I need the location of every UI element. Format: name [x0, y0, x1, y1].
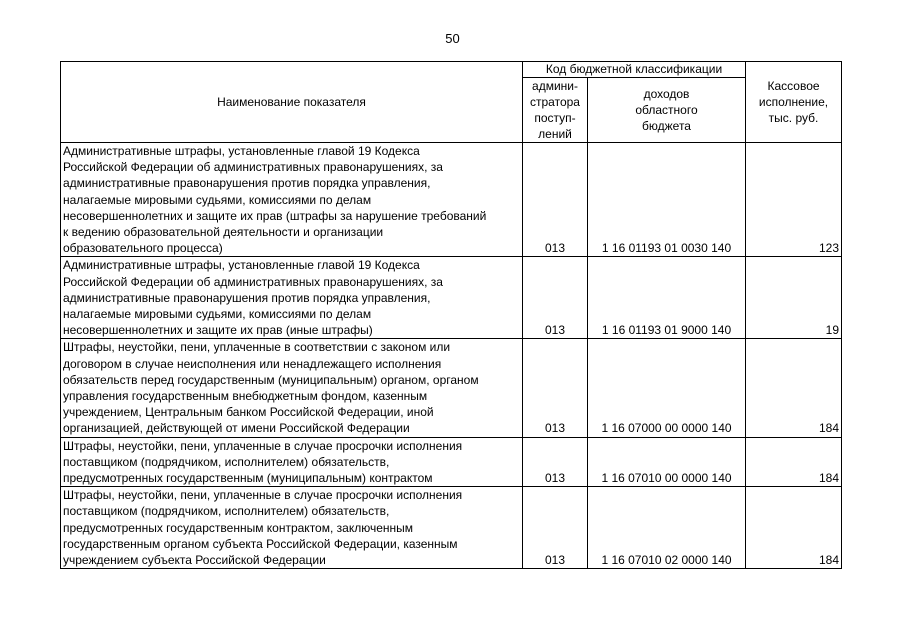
header-income-code	[588, 78, 746, 143]
indicator-name-line: организацией, действующей от имени Российской Федерации	[63, 421, 410, 436]
header-income-line: бюджета	[642, 119, 691, 133]
indicator-name-line: учреждением, Центральным банком Российской Федерации, иной	[63, 405, 434, 420]
administrator-code-cell: 013	[523, 143, 588, 257]
indicator-name-cell	[61, 487, 523, 569]
table-row	[61, 339, 842, 437]
indicator-name-line: поставщиком (подрядчиком, исполнителем) обязательств,	[63, 504, 390, 519]
header-budget-classification-code: Код бюджетной классификации	[523, 62, 746, 78]
header-administrator-line: поступ-	[534, 111, 576, 125]
cash-execution-cell: 19	[746, 257, 842, 339]
indicator-name-line: поставщиком (подрядчиком, исполнителем) обязательств,	[63, 454, 390, 469]
income-code-cell: 1 16 07000 00 0000 140	[588, 339, 746, 437]
indicator-name-cell	[61, 143, 523, 257]
indicator-name-line: Штрафы, неустойки, пени, уплаченные в случае просрочки исполнения	[63, 438, 463, 453]
indicator-name-line: образовательного процесса)	[63, 241, 223, 256]
table-row	[61, 487, 842, 569]
indicator-name-line: Административные штрафы, установленные главой 19 Кодекса	[63, 144, 420, 158]
indicator-name-line: налагаемые мировыми судьями, комиссиями по делам	[63, 192, 372, 207]
header-administrator-line: админи-	[532, 79, 578, 93]
indicator-name-line: Российской Федерации об административных правонарушениях, за	[63, 160, 443, 175]
header-administrator-code	[523, 78, 588, 143]
header-income-line: областного	[635, 103, 698, 117]
indicator-name-line: учреждением субъекта Российской Федерации	[63, 553, 326, 568]
indicator-name-cell	[61, 339, 523, 437]
income-code-cell: 1 16 01193 01 0030 140	[588, 143, 746, 257]
header-administrator-line: лений	[538, 127, 572, 141]
indicator-name-line: предусмотренных государственным контрактом, заключенным	[63, 520, 413, 535]
header-cash-execution-line: тыс. руб.	[768, 111, 819, 125]
indicator-name-cell	[61, 257, 523, 339]
income-code-cell: 1 16 07010 02 0000 140	[588, 487, 746, 569]
indicator-name-line: договором в случае неисполнения или ненадлежащего исполнения	[63, 356, 442, 371]
header-row-top	[61, 62, 842, 78]
administrator-code-cell: 013	[523, 437, 588, 487]
administrator-code-cell: 013	[523, 487, 588, 569]
indicator-name-cell	[61, 437, 523, 487]
indicator-name-line: административные правонарушения против порядка управления,	[63, 176, 431, 191]
cash-execution-cell: 184	[746, 437, 842, 487]
header-cash-execution-line: исполнение,	[758, 95, 829, 109]
indicator-name-line: предусмотренных государственным (муниципальным) контрактом	[63, 471, 433, 486]
table-row	[61, 437, 842, 487]
indicator-name-line: Штрафы, неустойки, пени, уплаченные в соответствии с законом или	[63, 340, 451, 355]
indicator-name-line: Административные штрафы, установленные главой 19 Кодекса	[63, 258, 420, 273]
cash-execution-cell: 123	[746, 143, 842, 257]
indicator-name-line: несовершеннолетних и защите их прав (штрафы за нарушение требований	[63, 208, 487, 223]
table-body	[61, 143, 842, 569]
indicator-name-line: к ведению образовательной деятельности и организации	[63, 225, 384, 240]
indicator-name-line: государственным органом субъекта Российской Федерации, казенным	[63, 536, 458, 551]
indicator-name-line: обязательств перед государственным (муниципальным) органом, органом	[63, 372, 479, 387]
income-code-cell: 1 16 01193 01 9000 140	[588, 257, 746, 339]
indicator-name-line: Штрафы, неустойки, пени, уплаченные в случае просрочки исполнения	[63, 488, 463, 503]
table-row	[61, 257, 842, 339]
indicator-name-line: административные правонарушения против порядка управления,	[63, 290, 431, 305]
header-income-line: доходов	[643, 87, 690, 101]
indicator-name-line: несовершеннолетних и защите их прав (иные штрафы)	[63, 323, 373, 338]
indicator-name-line: Российской Федерации об административных правонарушениях, за	[63, 274, 443, 289]
income-code-cell: 1 16 07010 00 0000 140	[588, 437, 746, 487]
administrator-code-cell: 013	[523, 339, 588, 437]
indicator-name-line: налагаемые мировыми судьями, комиссиями по делам	[63, 307, 372, 322]
indicator-name-line: управления государственным внебюджетным фондом, казенным	[63, 389, 428, 404]
revenue-table	[60, 61, 842, 569]
table-header	[61, 62, 842, 143]
administrator-code-cell: 013	[523, 257, 588, 339]
cash-execution-cell: 184	[746, 487, 842, 569]
header-cash-execution-line: Кассовое	[767, 79, 820, 93]
header-cash-execution	[746, 62, 842, 143]
cash-execution-cell: 184	[746, 339, 842, 437]
header-administrator-line: стратора	[530, 95, 580, 109]
page-number: 50	[445, 31, 460, 46]
header-indicator-name: Наименование показателя	[61, 62, 523, 143]
table-row	[61, 143, 842, 257]
